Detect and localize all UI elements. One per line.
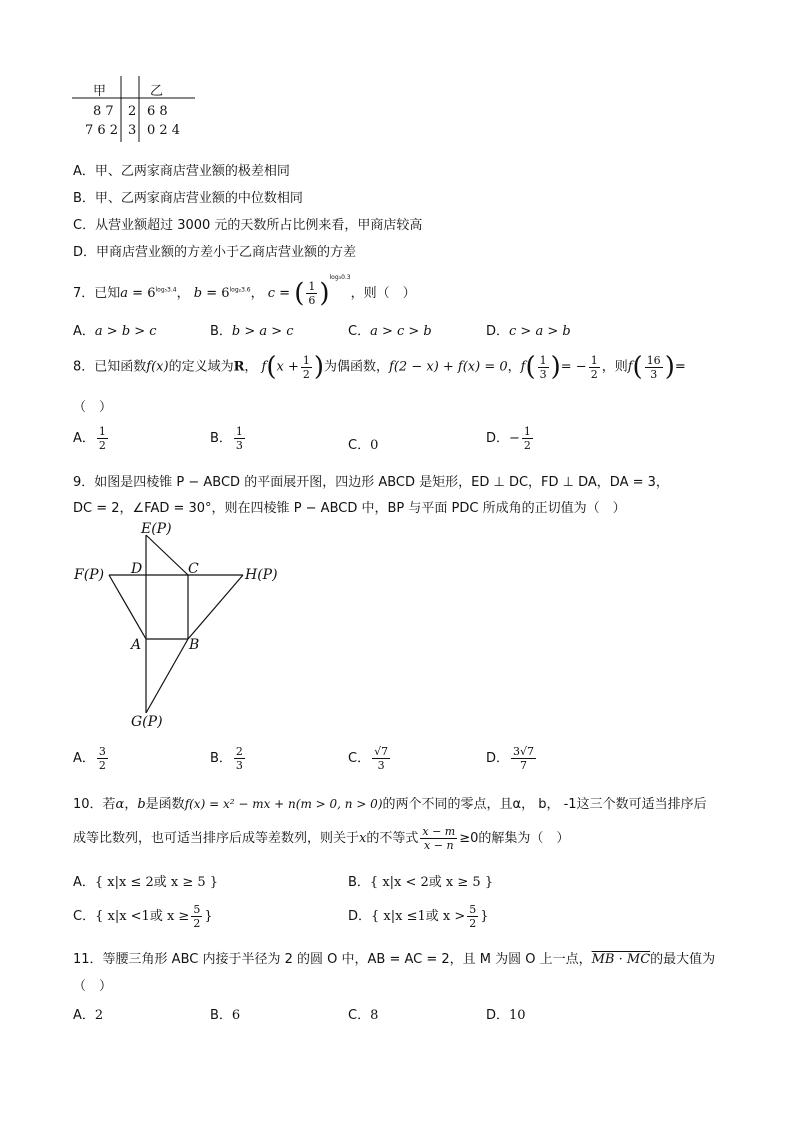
q9-option-c: C． $\frac{√7}{3}$ [348, 745, 389, 772]
stem-leaf-row1-left: 8 7 [93, 104, 114, 119]
q9-line1: 9．如图是四棱锥 P − ABCD 的平面展开图，四边形 ABCD 是矩形，ED ⊥ DC，FD ⊥ DA，DA = 3， [73, 475, 669, 490]
q7-a-exp: log₅3.4 [155, 286, 177, 294]
q10-line2: 成等比数列，也可适当排序后成等差数列，则关于x的不等式 $\frac{x - m}{x - n}$ ≥0的解集为（ ） [73, 825, 570, 852]
q8-option-b: B． $\frac{1}{3}$ [210, 425, 243, 452]
stem-leaf-right-header: 乙 [150, 84, 164, 99]
q8-option-a: A． $\frac{1}{2}$ [73, 425, 106, 452]
q7-a-var: a [120, 286, 129, 301]
q7-c-fraction: $\frac{1}{6}$ [308, 280, 316, 307]
q7-suffix: ，则（ ） [350, 286, 416, 301]
q7-a-eq: = [128, 286, 148, 301]
stem-leaf-left-header: 甲 [93, 84, 107, 99]
label-F: F(P) [74, 567, 105, 583]
q7-a-base: 6 [147, 286, 156, 301]
q6-option-c: C．从营业额超过 3000 元的天数所占比例来看，甲商店较高 [73, 218, 423, 233]
q6-option-b: B．甲、乙两家商店营业额的中位数相同 [73, 191, 303, 206]
q7-option-d: D．c > a > b [486, 324, 571, 339]
q7-stem: 7．已知$a = 6^{log_53.4}$， $b = 6^{log_23.6}$， c = ( $\frac{1}{6}$ )$^{log_30.3}$，则（ ） [73, 274, 416, 309]
stem-leaf-row2-right: 0 2 4 [147, 123, 181, 138]
stem-leaf-row2-left: 7 6 2 [85, 123, 119, 138]
q7-option-b: B．b > a > c [210, 324, 294, 339]
q9-option-b: B． $\frac{2}{3}$ [210, 745, 243, 772]
q9-option-d: D． $\frac{3√7}{7}$ [486, 745, 535, 772]
q10-option-d: D．{ x|x ≤1或 x > $\frac{5}{2}$ } [348, 903, 489, 930]
label-A: A [131, 637, 142, 653]
q7-prefix: 7．已知 [73, 286, 121, 301]
q10-option-c: C．{ x|x <1或 x ≥ $\frac{5}{2}$ } [73, 903, 213, 930]
q10-line1: 10．若α，b是函数f(x) = x² − mx + n(m > 0, n > 0)的两个不同的零点，且α， b， -1这三个数可适当排序后 [73, 797, 707, 812]
q11-option-c: C．8 [348, 1008, 379, 1023]
q11-option-b: B．6 [210, 1008, 241, 1023]
label-E: E(P) [141, 521, 172, 537]
label-H: H(P) [245, 567, 278, 583]
q7-c-exp: log₃0.3 [329, 274, 351, 281]
q8-option-c: C．0 [348, 438, 379, 453]
q8-paren: （ ） [73, 400, 113, 415]
stem-leaf-row2-stem: 3 [128, 123, 137, 138]
label-C: C [188, 561, 199, 577]
q8-stem: 8．已知函数f(x)的定义域为R， f(x + $\frac{1}{2}$ )为偶函数，f(2 − x) + f(x) = 0，f( $\frac{1}{3}$ )= − $\frac{1}{2}$ ，则f( $\frac{16}{3}$ )= [73, 352, 686, 382]
q10-option-b: B．{ x|x < 2或 x ≥ 5 } [348, 875, 494, 890]
q7-b-base: 6 [221, 286, 230, 301]
q7-c-var: c [267, 286, 276, 301]
q6-option-d: D．甲商店营业额的方差小于乙商店营业额的方差 [73, 245, 357, 260]
q10-option-a: A．{ x|x ≤ 2或 x ≥ 5 } [73, 875, 219, 890]
q6-option-a: A．甲、乙两家商店营业额的极差相同 [73, 164, 290, 179]
q11-option-a: A．2 [73, 1008, 104, 1023]
q11-option-d: D．10 [486, 1008, 526, 1023]
q7-b-var: b [193, 286, 203, 301]
q11-line1: 11．等腰三角形 ABC 内接于半径为 2 的圆 O 中，AB = AC = 2，且 M 为圆 O 上一点，MB · MC的最大值为 [73, 952, 716, 967]
q9-line2: DC = 2，∠FAD = 30°，则在四棱锥 P − ABCD 中，BP 与平面 PDC 所成角的正切值为（ ） [73, 501, 626, 516]
label-B: B [189, 637, 200, 653]
q8-option-d: D．− $\frac{1}{2}$ [486, 425, 531, 452]
label-G: G(P) [131, 714, 163, 730]
q7-b-exp: log₂3.6 [229, 286, 251, 294]
stem-leaf-row1-right: 6 8 [147, 104, 168, 119]
q11-vector-product: MB · MC [591, 952, 651, 967]
q7-c-eq: = [275, 286, 295, 301]
pyramid-net-diagram [60, 515, 300, 740]
q9-option-a: A． $\frac{3}{2}$ [73, 745, 106, 772]
stem-leaf-row1-stem: 2 [128, 104, 137, 119]
label-D: D [131, 561, 143, 577]
q7-b-eq: = [202, 286, 222, 301]
q7-option-a: A．a > b > c [73, 324, 157, 339]
q11-paren: （ ） [73, 979, 113, 994]
q7-option-c: C．a > c > b [348, 324, 432, 339]
